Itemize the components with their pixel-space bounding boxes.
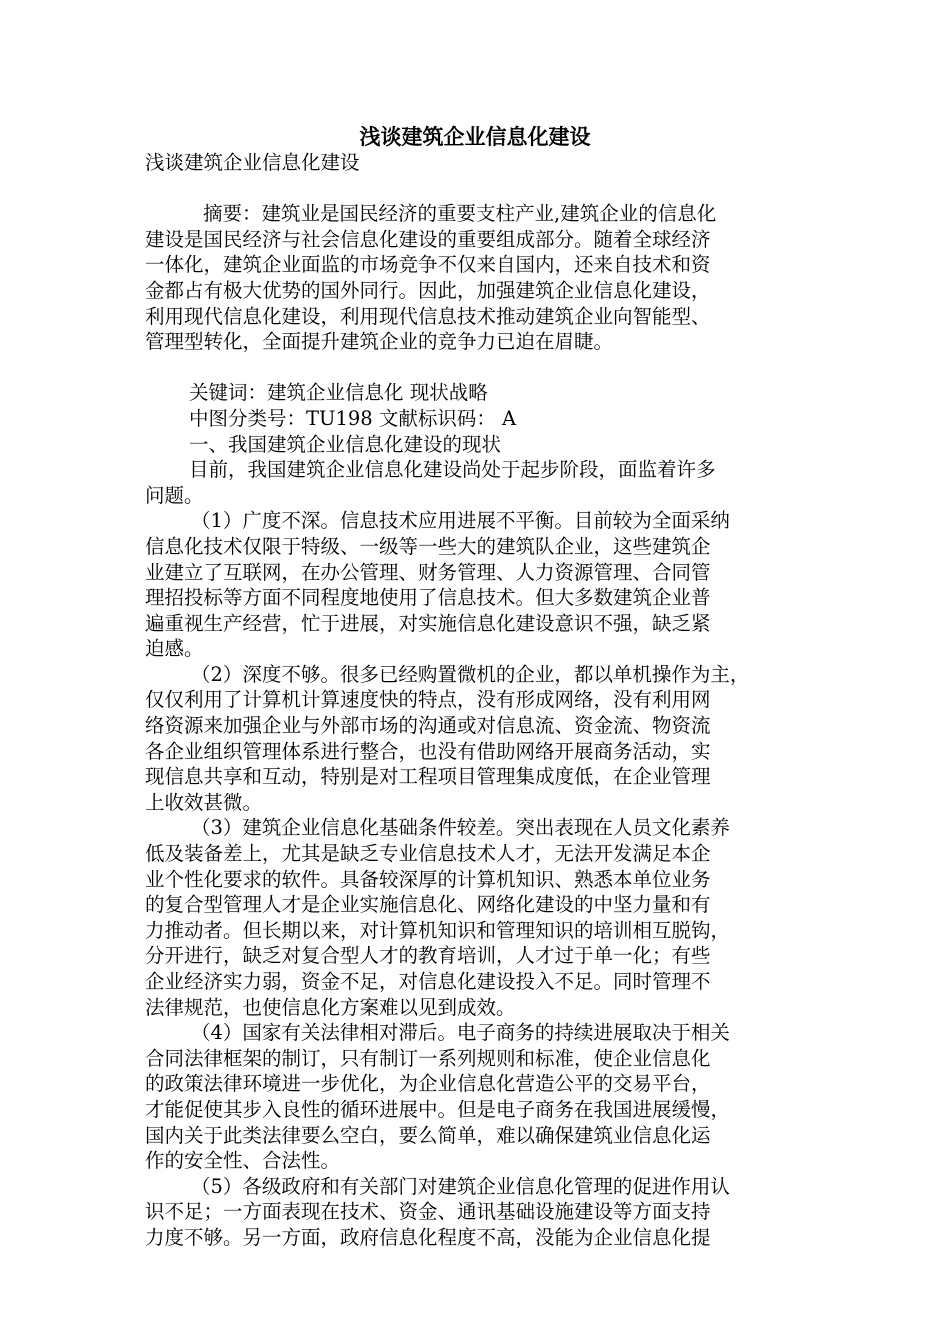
abstract-paragraph (145, 201, 815, 355)
intro-paragraph (145, 457, 815, 508)
paragraph-line: 现信息共享和互动，特别是对工程项目管理集成度低，在企业管理 (145, 765, 711, 789)
paragraph-1 (145, 508, 815, 662)
paragraph-line: 合同法律框架的制订，只有制订一系列规则和标准，使企业信息化 (145, 1046, 711, 1070)
abstract-line: 摘要：建筑业是国民经济的重要支柱产业,建筑企业的信息化 (203, 202, 717, 226)
paragraph-line: （3）建筑企业信息化基础条件较差。突出表现在人员文化素养 (191, 816, 730, 840)
paragraph-line: 迫感。 (145, 637, 204, 661)
paragraph-line: 低及装备差上，尤其是缺乏专业信息技术人才，无法开发满足本企 (145, 842, 711, 866)
paragraph-line: 的复合型管理人才是企业实施信息化、网络化建设的中坚力量和有 (145, 893, 711, 917)
paragraph-line: 仅仅利用了计算机计算速度快的特点，没有形成网络，没有利用网 (145, 688, 711, 712)
blank-line (145, 176, 815, 202)
paragraph-4 (145, 1020, 815, 1174)
paragraph-line: 分开进行，缺乏对复合型人才的教育培训，人才过于单一化；有些 (145, 944, 711, 968)
paragraph-line: 业个性化要求的软件。具备较深厚的计算机知识、熟悉本单位业务 (145, 867, 711, 891)
paragraph-3 (145, 815, 815, 1020)
classification-line: 中图分类号：TU198 文献标识码： A (189, 406, 517, 430)
blank-line (145, 355, 815, 381)
abstract-line: 建设是国民经济与社会信息化建设的重要组成部分。随着全球经济 (145, 227, 711, 251)
document-body (145, 150, 815, 1251)
intro-line: 目前，我国建筑企业信息化建设尚处于起步阶段，面监着许多 (189, 458, 716, 482)
paragraph-line: 络资源来加强企业与外部市场的沟通或对信息流、资金流、物资流 (145, 714, 711, 738)
intro-line: 问题。 (145, 483, 204, 507)
paragraph-line: 法律规范，也使信息化方案难以见到成效。 (145, 995, 516, 1019)
document-subtitle: 浅谈建筑企业信息化建设 (145, 151, 360, 174)
abstract-line: 金都占有极大优势的国外同行。因此，加强建筑企业信息化建设， (145, 278, 711, 302)
paragraph-line: 作的安全性、合法性。 (145, 1149, 341, 1173)
paragraph-line: 业建立了互联网，在办公管理、财务管理、人力资源管理、合同管 (145, 560, 711, 584)
paragraph-line: 各企业组织管理体系进行整合，也没有借助网络开展商务活动，实 (145, 739, 711, 763)
paragraph-line: 信息化技术仅限于特级、一级等一些大的建筑队企业，这些建筑企 (145, 534, 711, 558)
paragraph-line: 力推动者。但长期以来，对计算机知识和管理知识的培训相互脱钩， (145, 918, 731, 942)
paragraph-line: 理招投标等方面不同程度地使用了信息技术。但大多数建筑企业普 (145, 586, 711, 610)
section-heading: 一、我国建筑企业信息化建设的现状 (189, 432, 502, 456)
paragraph-2 (145, 662, 815, 816)
paragraph-line: 国内关于此类法律要么空白，要么简单，难以确保建筑业信息化运 (145, 1123, 711, 1147)
paragraph-line: 企业经济实力弱，资金不足，对信息化建设投入不足。同时管理不 (145, 970, 711, 993)
paragraph-5 (145, 1174, 815, 1251)
document-title: 浅谈建筑企业信息化建设 (359, 125, 591, 149)
keywords-line: 关键词：建筑企业信息化 现状战略 (189, 381, 488, 405)
paragraph-line: 的政策法律环境进一步优化，为企业信息化营造公平的交易平台， (145, 1072, 711, 1096)
abstract-line: 利用现代信息化建设，利用现代信息技术推动建筑企业向智能型、 (145, 304, 711, 328)
paragraph-line: （5）各级政府和有关部门对建筑企业信息化管理的促进作用认 (191, 1174, 730, 1198)
paragraph-line: 上收效甚微。 (145, 790, 263, 814)
abstract-line: 管理型转化，全面提升建筑企业的竞争力已迫在眉睫。 (145, 330, 614, 354)
abstract-line: 一体化，建筑企业面监的市场竞争不仅来自国内，还来自技术和资 (145, 253, 711, 277)
paragraph-line: 才能促使其步入良性的循环进展中。但是电子商务在我国进展缓慢， (145, 1097, 731, 1121)
paragraph-line: 识不足；一方面表现在技术、资金、通讯基础设施建设等方面支持 (145, 1200, 711, 1224)
paragraph-line: 力度不够。另一方面，政府信息化程度不高，没能为企业信息化提 (145, 1225, 711, 1249)
paragraph-line: （4）国家有关法律相对滞后。电子商务的持续进展取决于相关 (191, 1021, 730, 1045)
paragraph-line: （1）广度不深。信息技术应用进展不平衡。目前较为全面采纳 (191, 509, 730, 533)
paragraph-line: 遍重视生产经营，忙于进展，对实施信息化建设意识不强，缺乏紧 (145, 611, 711, 635)
paragraph-line: （2）深度不够。很多已经购置微机的企业，都以单机操作为主， (191, 662, 750, 686)
